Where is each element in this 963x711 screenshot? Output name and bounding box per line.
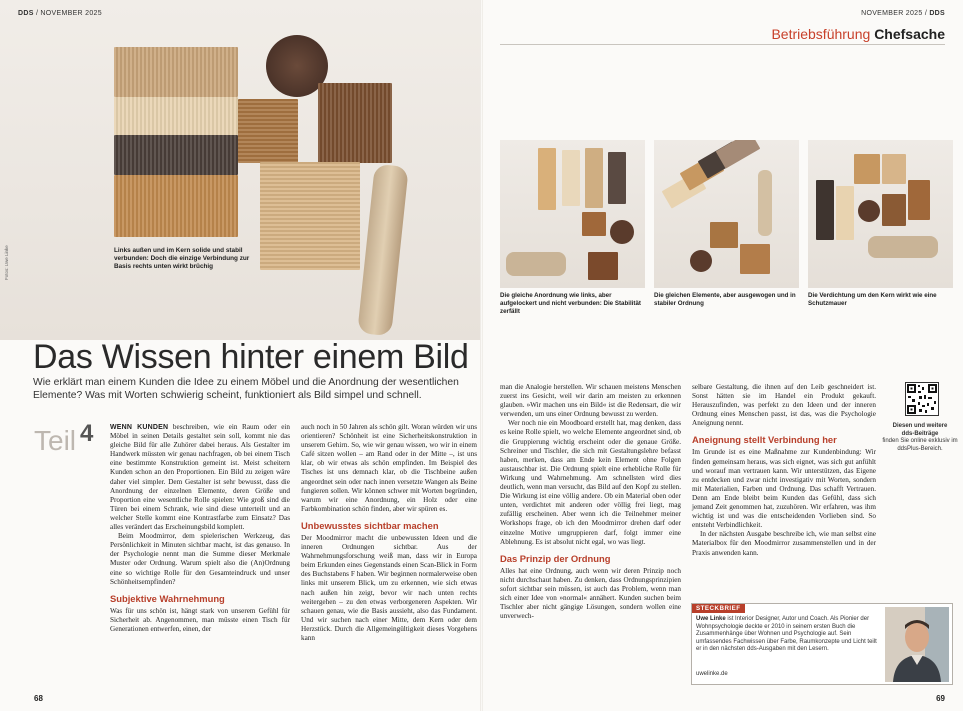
wood-piece (816, 180, 834, 240)
running-head-right (861, 10, 945, 17)
series-number: 4 (80, 420, 94, 447)
wood-piece (710, 222, 738, 248)
paragraph: Was für uns schön ist, hängt stark von unserem Gefühl für Sicherheit ab. Angenommen, man müsste einen Tisch für Generationen entwerfen, einen, der (110, 606, 290, 633)
driftwood (758, 170, 772, 236)
photo-credit: Fotos: Uwe Linke (4, 245, 9, 280)
wood-piece (882, 194, 906, 226)
wood-piece (588, 252, 618, 280)
series-label: Teil (34, 425, 77, 456)
driftwood (357, 164, 409, 337)
wood-plank-pale (114, 97, 238, 135)
hero-caption: Links außen und im Kern solide und stabil verbunden: Doch die einzige Verbindung zur Basis rechts unten wirkt brüchig (114, 247, 250, 270)
qr-note-line2: dds-Beiträge (901, 430, 939, 437)
author-photo-graphic (885, 607, 949, 682)
running-head-left (18, 10, 102, 17)
wood-piece (585, 148, 603, 208)
hero-photo (0, 0, 481, 340)
author-box (691, 603, 953, 685)
article-headline: Das Wissen hinter einem Bild (33, 338, 469, 376)
subheading: Aneignung stellt Verbindung her (692, 434, 837, 446)
rubric-section: Betriebsführung (771, 26, 871, 42)
paragraph: Beim Moodmirror, dem spielerischen Werkzeug, das Persönlichkeit in Minuten sichtbar macht, ist das genauso. In der Psychologie nennt man die Summe dieser Merkmale Muster oder Ordnung. Warum spielt also die (An)Ordnung eine so wichtige Rolle für den Gesamteindruck und unser Schönheitsempfinden? (110, 532, 290, 586)
wood-piece (908, 180, 930, 220)
paragraph: In der nächsten Ausgabe beschreibe ich, wie man selbst eine Materialbox für den Moodmirror zusammenstellen und in der Praxis anwenden kann. (692, 530, 876, 557)
author-name: Uwe Linke (696, 616, 726, 622)
rubric-divider (500, 44, 945, 45)
wood-piece (740, 244, 770, 274)
wood-piece (716, 140, 761, 169)
text-column-2 (301, 423, 477, 643)
brand-mark: DDS (18, 10, 34, 17)
article-deck: Wie erklärt man einem Kunden die Idee zu einem Möbel und die Anordnung der wesentlichen Elemente? Was mit Worten schwierig scheint, funktioniert als Bild simpel und schnell. (33, 377, 459, 401)
lead-in: WENN KUNDEN (110, 424, 169, 431)
subheading: Das Prinzip der Ordnung (500, 552, 611, 564)
qr-code-graphic (906, 383, 938, 415)
wood-piece (836, 186, 854, 240)
section-rubric (771, 26, 945, 42)
wood-disc (858, 200, 880, 222)
wood-block-light (260, 162, 360, 270)
wood-plank-light (114, 47, 238, 97)
text-column-1 (110, 423, 290, 634)
issue-date: / NOVEMBER 2025 (35, 10, 102, 17)
paragraph: man die Analogie herstellen. Wir schauen meistens Menschen zuerst ins Gesicht, weil wir darin am meisten zu erkennen glauben. »Wir machen uns ein Bild« ist die Redensart, die wir verwenden, um uns einer Ordnung bewusst zu werden. (500, 383, 681, 419)
thumb-photo-1 (500, 140, 645, 288)
wood-tile-walnut (318, 83, 392, 163)
wood-piece (882, 154, 906, 184)
author-portrait (885, 607, 949, 682)
page-number-right: 69 (936, 694, 945, 703)
rubric-topic: Chefsache (874, 26, 945, 42)
driftwood (868, 236, 938, 258)
paragraph: auch noch in 50 Jahren als schön gilt. Woran würden wir uns orientieren? Schönheit ist eine Sicherheitskonstruktion in unserem Gehirn. So, wie wir genau wissen, wo wir in einem Café sitzen wollen – am Rand oder in der Mitte –, ist uns klar, ob wir etwas als schön empfinden. Im Beispiel des Tisches ist uns demnach klar, ob die Tischbeine außen angeordnet sein oder nach innen versetzte Wangen als Beine fungieren sollen. Wir können schwer mit Worten begründen, warum wir eine Anordnung, ein Holz oder eine Farbkombination schön finden, aber wir spüren es. (301, 423, 477, 513)
wood-plank-honey (114, 175, 238, 237)
paragraph: selbare Gestaltung, die ihnen auf den Leib geschneidert ist. Sonst hätten sie im Handel ein Produkt gekauft. Herauszufinden, was perfekt zu den Ideen und der inneren Ordnung eines Menschen passt, ist das, was die Psychologie Aneignung nennt. (692, 383, 876, 428)
text-column-4 (692, 383, 876, 558)
paragraph: Wer noch nie ein Moodboard erstellt hat, mag denken, dass es keine Rolle spielt, wo welche Elemente angeordnet sind, ob die Gruppierung wichtig erscheint oder die genaue Größe. Schreiner und Tischler, die sich mit Gestaltungslehre befasst haben, merken, dass am Ende kein Element ohne Folgen austauschbar ist. Die Ordnung spielt eine erhebliche Rolle für Wirkung und Wahrnehmung. Am schnellsten wird dies deutlich, wenn man versucht, das Bild auf den Kopf zu stellen. Die Wirkung ist eine völlig andere. Ob ein Material oben oder unten, verdichtet mit anderen oder völlig frei liegt, mag zufällig erscheinen. Aber wenn ich die Teilnehmer meiner Workshops frage, ob ich den Moodmirror drehen darf oder einzelne Motive umgruppieren darf, folgt immer eine Ablehnung. Es ist absolut nicht egal, wo was liegt. (500, 419, 681, 546)
author-bio (696, 616, 882, 654)
text-column-3 (500, 383, 681, 621)
wood-piece (562, 150, 580, 206)
wood-piece (538, 148, 556, 210)
wood-disc (690, 250, 712, 272)
wood-plank-dark (114, 135, 238, 175)
qr-code-icon[interactable] (905, 382, 939, 416)
subheading: Subjektive Wahrnehmung (110, 592, 225, 604)
wood-piece (608, 152, 626, 204)
driftwood (506, 252, 566, 276)
wood-piece (854, 154, 880, 184)
wood-square-center (238, 99, 298, 163)
wood-disc (610, 220, 634, 244)
brand-mark: DDS (929, 10, 945, 17)
thumb-caption-1: Die gleiche Anordnung wie links, aber aufgelockert und nicht verbunden: Die Stabilität zerfällt (500, 292, 641, 315)
thumb-photo-3 (808, 140, 953, 288)
author-bio-text: ist Interior Designer, Autor und Coach. Als Pionier der Wohnpsychologie deckte er 2010 in seinem ersten Buch die Zusammenhänge über Wohnen und Psychologie auf. Sein umfassendes Fachwissen über Farbe, Raumkonzepte und Licht teilt er in den nächsten dds-Ausgaben mit den Lesern. (696, 616, 877, 653)
page-number-left: 68 (34, 694, 43, 703)
author-box-label: STECKBRIEF (692, 604, 745, 613)
page-gutter (480, 0, 483, 711)
paragraph (110, 423, 290, 532)
qr-note-line1: Diesen und weitere (892, 423, 948, 429)
issue-date: NOVEMBER 2025 / (861, 10, 928, 17)
wood-piece (582, 212, 606, 236)
qr-note (882, 423, 958, 453)
thumb-caption-3: Die Verdichtung um den Kern wirkt wie eine Schutzmauer (808, 292, 937, 307)
thumb-photo-2 (654, 140, 799, 288)
author-website-link[interactable]: uwelinke.de (696, 671, 728, 677)
subheading: Unbewusstes sichtbar machen (301, 519, 439, 531)
paragraph: Der Moodmirror macht die unbewussten Ideen und die inneren Ordnungen sichtbar. Aus der Wahrnehmungsforschung weiß man, dass wir in Europa beim Erkunden eines Gegenstands einen Scan-Blick in Form des Buchstabens F haben. Wir beginnen normalerweise oben links mit unserem Blick, um zu erkennen, wie sich etwas nach außen hin zeigt, bevor wir nach unten rechts weitergehen – zu den etwas verborgeneren Aspekten. Wir schauen genau, wie die Basis aussieht, also das Fundament. Und wir suchen nach einer Mitte, dem Kern oder dem Herzstück. Durch die Allgemeingültigkeit dieses Vorgehens kann (301, 533, 477, 642)
paragraph: Im Grunde ist es eine Maßnahme zur Kundenbindung: Wir finden gemeinsam heraus, was sich eignet, was sich gut anfühlt und worauf man vertrauen kann. Wir unterstützen, das Eigene zu entdecken und zwar nicht investigativ mit Worten, sondern mit Materialien, Farben und Ordnung. Das schafft Vertrauen. Denn am Ende bleibt beim Kunden das Gefühl, dass sich jemand Zeit genommen hat, zuzuhören. Wir erfahren, was ihm wichtig ist und was die entscheidenden Vorlieben sind. So entsteht Verbindlichkeit. (692, 448, 876, 530)
paragraph: Alles hat eine Ordnung, auch wenn wir deren Prinzip noch nicht durchschaut haben. Zu denken, dass Ordnungsprinzipien sofort sichtbar sein müssen, ist auch das Problem, wenn man sich einer Idee von »normal« annähert. Kunden suchen beim Tischler aber nicht gängige Lösungen, sondern wollen eine unverwech- (500, 566, 681, 621)
thumb-caption-2: Die gleichen Elemente, aber ausgewogen und in stabiler Ordnung (654, 292, 796, 307)
paragraph-text: beschreiben, wie ein Raum oder ein Möbel in seinen Details gestaltet sein soll, kommt nie das gleiche Bild für alle Zuhörer dabei heraus. Als Gestalter im Handwerk müssten wir genau nachfragen, ob bei einem Tisch eine bestimmte Konstruktion gemeint ist. Meist scheitern Kunden schon an den Proportionen. Ein Bild zu zeigen wäre daher viel simpler. Dem Gestalter ist sehr bewusst, dass die Anordnung der einzelnen Elemente, deren Größe und Proportion eine wesentliche Rolle spielen: Wie groß sind die Türen bei einem Schrank, wie sind diese unterteilt und an welcher Stelle kommt eine Kontrastfarbe zum Einsatz? Das alles verändert das Erscheinungsbild komplett. (110, 423, 291, 532)
qr-note-line3: finden Sie online exklusiv im ddsPlus-Bereich. (882, 438, 958, 452)
